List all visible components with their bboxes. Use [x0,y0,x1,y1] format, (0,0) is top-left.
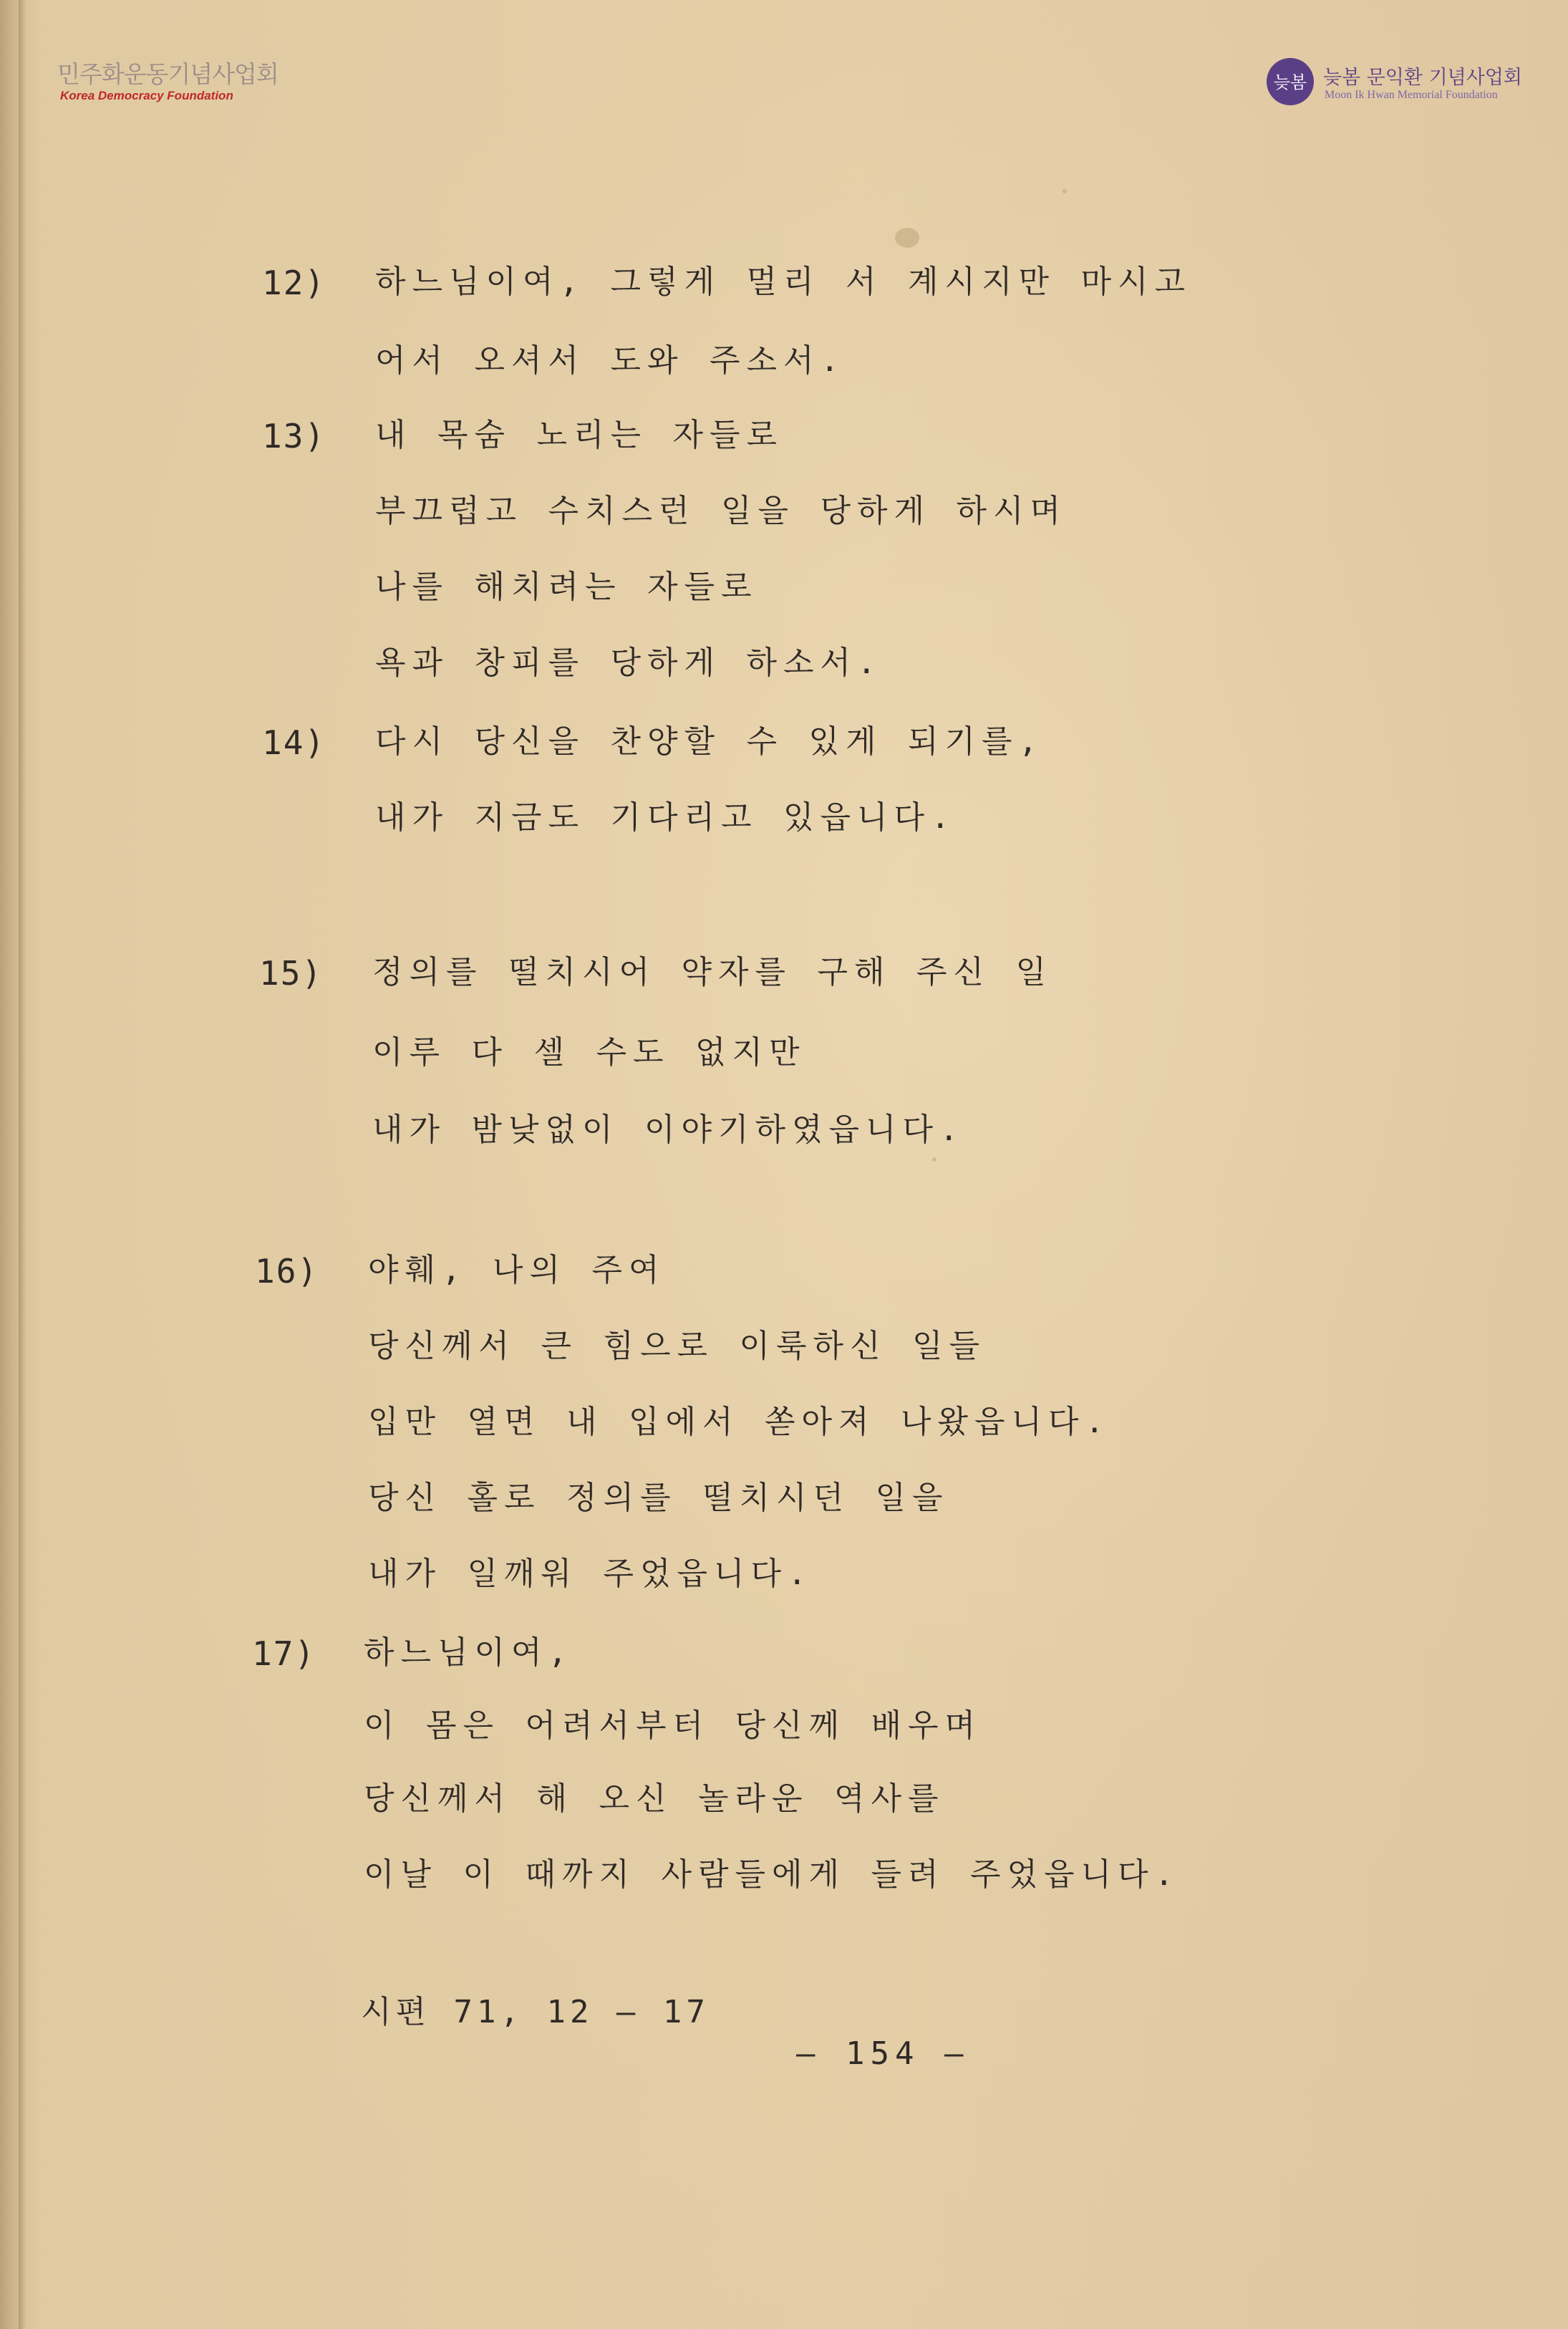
verse-number-16: 16) [255,1252,319,1291]
korea-democracy-foundation-logo [57,56,279,106]
verse-line: 내 목숨 노리는 자들로 [375,417,784,453]
logo-korean-text: 늦봄 문익환 기념사업회 [1323,67,1522,89]
verse-line: 이날 이 때까지 사람들에게 들려 주었읍니다. [364,1856,1181,1893]
foundation-mark-icon [1266,57,1315,106]
verse-line: 부끄럽고 수치스런 일을 당하게 하시며 [375,493,1068,529]
paper-speck [1063,189,1067,193]
verse-line: 당신께서 큰 힘으로 이룩하신 일들 [368,1328,987,1364]
verse-line: 입만 열면 내 입에서 쏟아져 나왔읍니다. [368,1404,1111,1440]
paper-speck [932,1157,937,1162]
verse-line: 나를 해치려는 자들로 [375,569,758,605]
verse-line: 정의를 떨치시어 약자를 구해 주신 일 [372,954,1053,990]
verse-line: 내가 밤낮없이 이야기하였읍니다. [372,1112,965,1148]
verse-number-14: 14) [262,723,326,762]
verse-line: 내가 지금도 기다리고 있읍니다. [375,799,957,836]
logo-english-text: Moon Ik Hwan Memorial Foundation [1325,89,1498,101]
verse-line: 이루 다 셀 수도 없지만 [372,1034,806,1071]
verse-number-15: 15) [259,954,324,993]
verse-line: 이 몸은 어려서부터 당신께 배우며 [364,1707,982,1744]
verse-line: 다시 당신을 찬양할 수 있게 되기를, [375,723,1044,760]
paper-stain [895,228,919,248]
moon-ik-hwan-foundation-logo [1266,57,1524,109]
verse-number-17: 17) [252,1634,316,1673]
verse-line: 당신 홀로 정의를 떨치시던 일을 [368,1480,949,1516]
logo-korean-text: 민주화운동기념사업회 [57,60,279,88]
mark-text: 늦봄 [1273,72,1307,92]
verse-line: 내가 일깨워 주었읍니다. [368,1556,813,1592]
verse-number-12: 12) [262,264,326,302]
verse-line: 어서 오셔서 도와 주소서. [375,342,846,379]
verse-number-13: 13) [262,417,326,455]
verse-line: 욕과 창피를 당하게 하소서. [375,645,883,681]
verse-line: 하느님이여, [364,1634,574,1671]
scripture-citation: 시편 71, 12 — 17 [361,1994,710,2030]
verse-line: 당신께서 해 오신 놀라운 역사를 [364,1780,945,1817]
logo-english-text: Korea Democracy Foundation [60,89,233,102]
page-number: — 154 — [796,2035,969,2072]
binding-shadow [19,0,26,2329]
verse-line: 야훼, 나의 주여 [368,1252,666,1288]
verse-line: 하느님이여, 그렇게 멀리 서 계시지만 마시고 [375,264,1192,300]
